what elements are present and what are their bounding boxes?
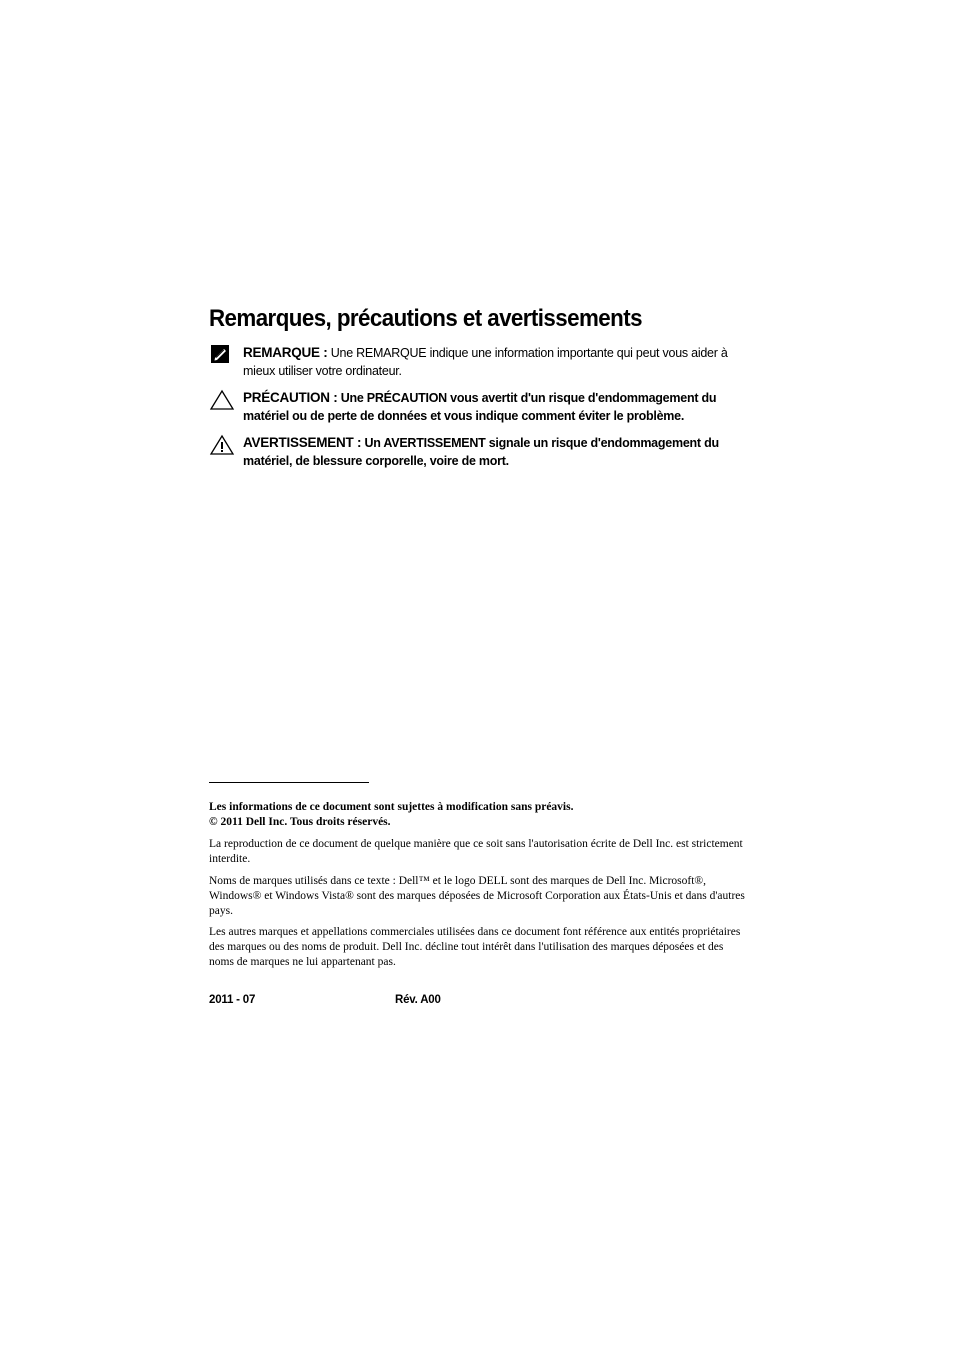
warning-text: Un AVERTISSEMENT signale un risque d'endommagement du matériel, de blessure corporelle, voire de mort. bbox=[243, 436, 719, 468]
page-title: Remarques, précautions et avertissements bbox=[209, 305, 642, 332]
copyright-line: © 2011 Dell Inc. Tous droits réservés. bbox=[209, 816, 391, 828]
warning-triangle-icon bbox=[209, 434, 235, 456]
footer-date: 2011 - 07 bbox=[209, 994, 256, 1006]
reproduction-text: La reproduction de ce document de quelque manière que ce soit sans l'autorisation écrite de Dell Inc. est strictement interdite. bbox=[209, 838, 743, 865]
note-label: REMARQUE : bbox=[243, 345, 328, 360]
footer-revision: Rév. A00 bbox=[395, 994, 441, 1006]
warning-label: AVERTISSEMENT : bbox=[243, 435, 362, 450]
caution-text: Une PRÉCAUTION vous avertit d'un risque d'endommagement du matériel ou de perte de données et vous indique comment éviter le problème. bbox=[243, 391, 717, 423]
trademarks-text: Noms de marques utilisés dans ce texte : Dell™ et le logo DELL sont des marques de Dell Inc. Microsoft®, Windows® et Windows Vista® sont des marques déposées de Microsoft Corporation aux États-Unis et dans d'autres pays. bbox=[209, 875, 745, 917]
note-notice bbox=[209, 344, 749, 380]
note-text: Une REMARQUE indique une information importante qui peut vous aider à mieux utiliser votre ordinateur. bbox=[243, 346, 728, 378]
reproduction-paragraph bbox=[209, 837, 749, 867]
caution-triangle-icon bbox=[209, 389, 235, 411]
other-marks-paragraph bbox=[209, 925, 749, 970]
warning-notice bbox=[209, 434, 749, 470]
other-marks-text: Les autres marques et appellations commerciales utilisées dans ce document font référence aux entités propriétaires des marques ou des noms de produit. Dell Inc. décline tout intérêt dans l'utilisation des marques déposées et des noms de marques ne lui appartenant pas. bbox=[209, 926, 741, 968]
trademarks-paragraph bbox=[209, 874, 749, 919]
caution-notice bbox=[209, 389, 749, 425]
separator-rule bbox=[209, 782, 369, 783]
caution-label: PRÉCAUTION : bbox=[243, 390, 338, 405]
pencil-note-icon bbox=[209, 344, 235, 366]
change-notice: Les informations de ce document sont sujettes à modification sans préavis. bbox=[209, 801, 574, 813]
legal-notice-block bbox=[209, 800, 749, 830]
